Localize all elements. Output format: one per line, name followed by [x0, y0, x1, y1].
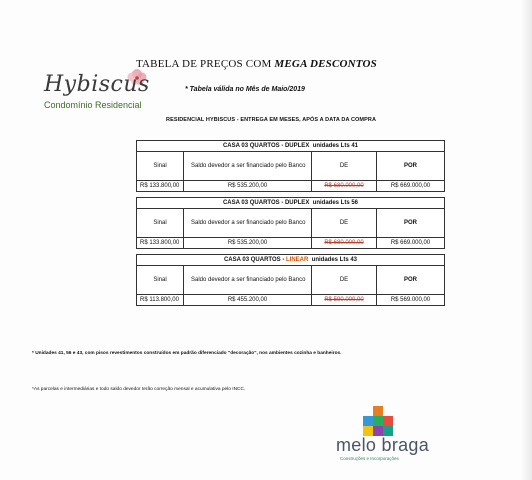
table-heading: [137, 141, 444, 152]
sinal-label: Sinal: [137, 152, 184, 180]
table-units: unidades Lts 56: [312, 200, 359, 206]
table-heading-text: CASA 03 QUARTOS - DUPLEX: [222, 143, 310, 149]
saldo-label: Saldo devedor a ser financiado pelo Banco: [184, 152, 312, 180]
table-units: unidades Lts 43: [311, 257, 358, 263]
table-units: unidades Lts 41: [312, 143, 359, 149]
de-label: DE: [312, 209, 377, 237]
footnote-incc: *As parcelas e intermediárias e todo saldo devedor terão correção mensal e acumulativa pelo INCC.: [32, 387, 246, 392]
table-heading: [137, 255, 444, 266]
old-price: R$ 590.000,00: [324, 297, 364, 303]
sinal-label: Sinal: [137, 266, 184, 294]
de-value: [312, 238, 377, 248]
table-label-row: [137, 266, 444, 295]
footnote-units: * Unidades 41, 56 e 43, com pisos revestimentos construídos em padrão diferenciado "decoração", nos ambientes cozinha e banheiros.: [32, 351, 342, 356]
sinal-value: R$ 133.800,00: [137, 181, 184, 191]
por-value: R$ 669.000,00: [390, 240, 431, 246]
table-heading-text: CASA 03 QUARTOS - DUPLEX: [222, 200, 310, 206]
table-heading: [137, 198, 444, 209]
sinal-value: R$ 133.800,00: [137, 238, 184, 248]
melo-braga-logo: [336, 405, 446, 469]
saldo-value: R$ 535.200,00: [184, 238, 312, 248]
old-price: R$ 680.000,00: [324, 183, 364, 189]
table-value-row: [137, 238, 444, 248]
subtitle: RESIDENCIAL HYBISCUS - ENTREGA EM MESES, APÓS A DATA DA COMPRA: [166, 117, 377, 123]
por-value: R$ 669.000,00: [390, 183, 431, 189]
de-value: [312, 181, 377, 191]
por-label: POR: [403, 277, 417, 283]
page-edge-shadow: [520, 0, 532, 480]
de-label: DE: [312, 152, 377, 180]
table-heading-text: CASA 03 QUARTOS -: [223, 257, 285, 263]
table-label-row: [137, 152, 444, 181]
de-value: [312, 295, 377, 305]
hybiscus-logo: [40, 66, 160, 116]
title-main: TABELA DE PREÇOS COM: [136, 58, 272, 70]
saldo-label: Saldo devedor a ser financiado pelo Banco: [184, 209, 312, 237]
por-label: POR: [403, 163, 417, 169]
validity-note: * Tabela válida no Mês de Maio/2019: [185, 86, 305, 93]
de-label: DE: [312, 266, 377, 294]
logo-subtitle: Condomínio Residencial: [44, 100, 142, 110]
saldo-label: Saldo devedor a ser financiado pelo Banco: [184, 266, 312, 294]
table-value-row: [137, 295, 444, 305]
table-heading-linear: LINEAR: [285, 257, 309, 263]
title-emphasis: MEGA DESCONTOS: [274, 58, 377, 70]
price-table-2: [136, 197, 445, 249]
sinal-label: Sinal: [137, 209, 184, 237]
page-title: [136, 58, 377, 70]
price-table-3: [136, 254, 445, 306]
sinal-value: R$ 113.800,00: [137, 295, 184, 305]
saldo-value: R$ 535.200,00: [184, 181, 312, 191]
price-table-1: [136, 140, 445, 192]
table-label-row: [137, 209, 444, 238]
old-price: R$ 680.000,00: [324, 240, 364, 246]
brand-tagline: Construções e Incorporações: [340, 456, 399, 461]
por-label: POR: [403, 220, 417, 226]
brand-name: melo braga: [336, 435, 430, 455]
table-value-row: [137, 181, 444, 191]
cubes-icon: [360, 405, 396, 439]
por-value: R$ 569.000,00: [390, 297, 431, 303]
logo-wordmark: Hybiscus: [44, 72, 150, 97]
saldo-value: R$ 455.200,00: [184, 295, 312, 305]
